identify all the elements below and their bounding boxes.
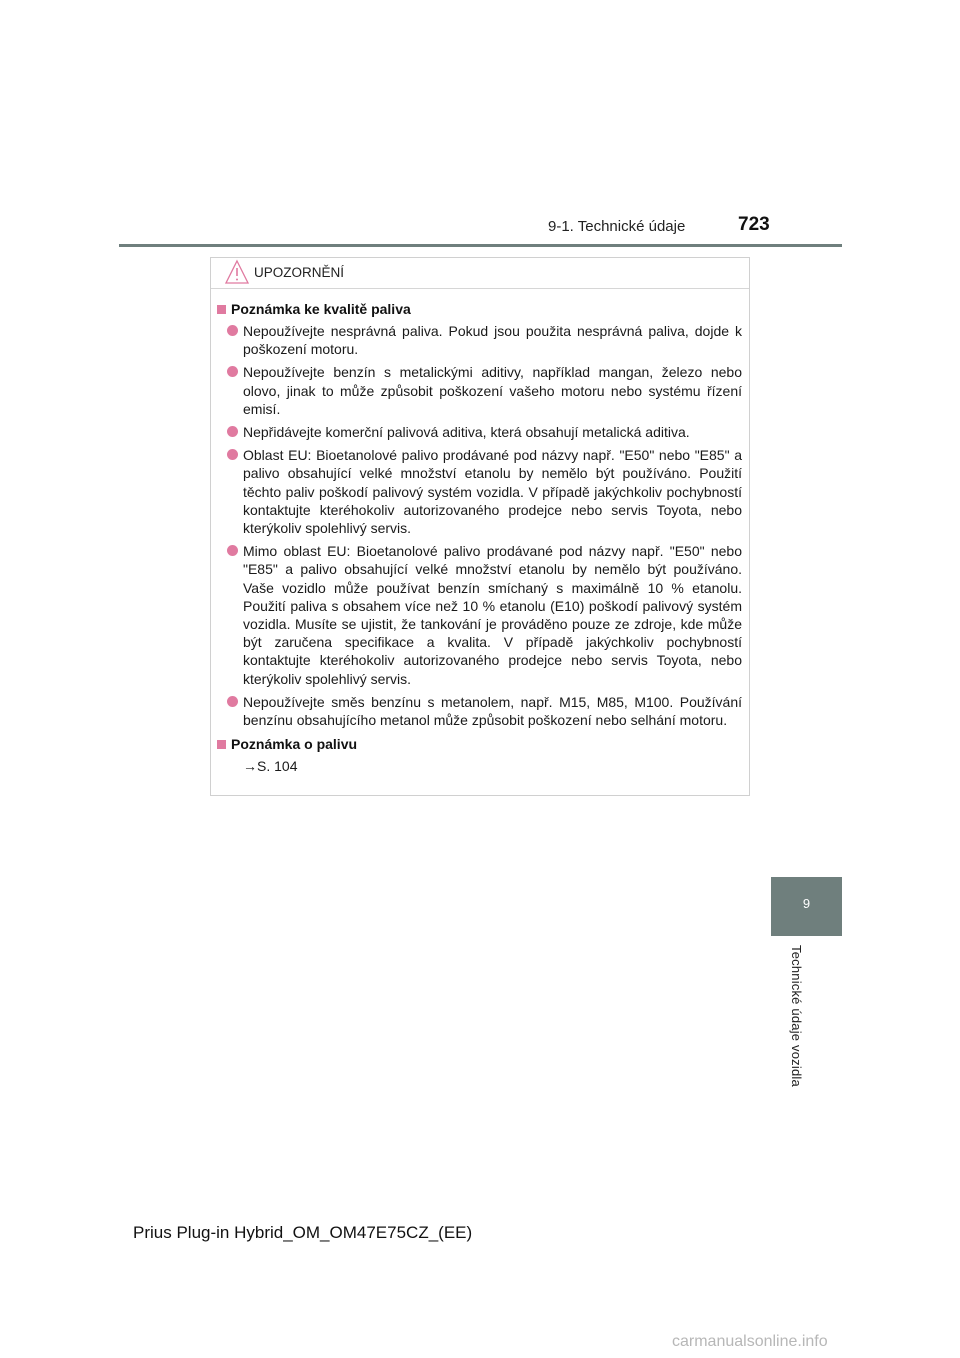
warning-triangle-icon [225,259,249,285]
chapter-tab-label: Technické údaje vozidla [789,945,804,1087]
caution-title: UPOZORNĚNÍ [254,265,345,280]
bullet-dot-icon [227,325,238,336]
square-bullet-icon [217,305,226,314]
list-item: Mimo oblast EU: Bioetanolové palivo prodávané pod názvy např. "E50" nebo "E85" a palivo obsahující velké množství etanolu by nemělo být používáno. Vaše vozidlo může používat benzín smíchaný s maximálně 10 % etanolu. Použití paliva s obsahem více než 10 % etanolu (E10) poškodí palivový systém vozidla. Musíte se ujistit, že tankování je prováděno pouze ze zdroje, kde může být zaručena specifikace a kvalita. V případě jakýchkoliv pochybností kontaktujte kteréhokoliv autorizovaného prodejce nebo servis Toyota, nebo kterýkoliv spolehlivý servis. [217,542,742,688]
chapter-tab-number: 9 [802,896,811,911]
header-section-title: 9-1. Technické údaje [548,218,686,235]
list-item: Nepřidávejte komerční palivová aditiva, která obsahují metalická aditiva. [217,423,742,441]
bullet-dot-icon [227,366,238,377]
caution-box [210,257,750,796]
footer-document-id: Prius Plug-in Hybrid_OM_OM47E75CZ_(EE) [133,1223,473,1242]
list-item: Nepoužívejte směs benzínu s metanolem, např. M15, M85, M100. Používání benzínu obsahujícího metanol může způsobit poškození nebo selhání motoru. [217,693,742,729]
page-number: 723 [738,214,770,235]
bullet-dot-icon [227,545,238,556]
section-heading-fuel-quality: Poznámka ke kvalitě paliva [217,299,742,319]
bullet-dot-icon [227,426,238,437]
square-bullet-icon [217,740,226,749]
caution-header [211,258,749,289]
list-item: Nepoužívejte nesprávná paliva. Pokud jsou použita nesprávná paliva, dojde k poškození motoru. [217,322,742,358]
bullet-dot-icon [227,696,238,707]
section-heading-fuel-note: Poznámka o palivu [217,734,742,754]
watermark: carmanualsonline.info [672,1333,828,1350]
bullet-dot-icon [227,449,238,460]
page-reference-link[interactable]: →S. 104 [243,758,298,775]
header-divider [119,244,842,247]
caution-body [211,289,749,775]
list-item: Oblast EU: Bioetanolové palivo prodávané pod názvy např. "E50" nebo "E85" a palivo obsahující velké množství etanolu by nemělo být používáno. Použití těchto paliv poškodí palivový systém vozidla. V případě jakýchkoliv pochybností kontaktujte kteréhokoliv autorizovaného prodejce nebo servis Toyota, nebo kterýkoliv spolehlivý servis. [217,446,742,537]
list-item: Nepoužívejte benzín s metalickými aditivy, například mangan, železo nebo olovo, jinak to může způsobit poškození vašeho motoru nebo systému řízení emisí. [217,363,742,418]
